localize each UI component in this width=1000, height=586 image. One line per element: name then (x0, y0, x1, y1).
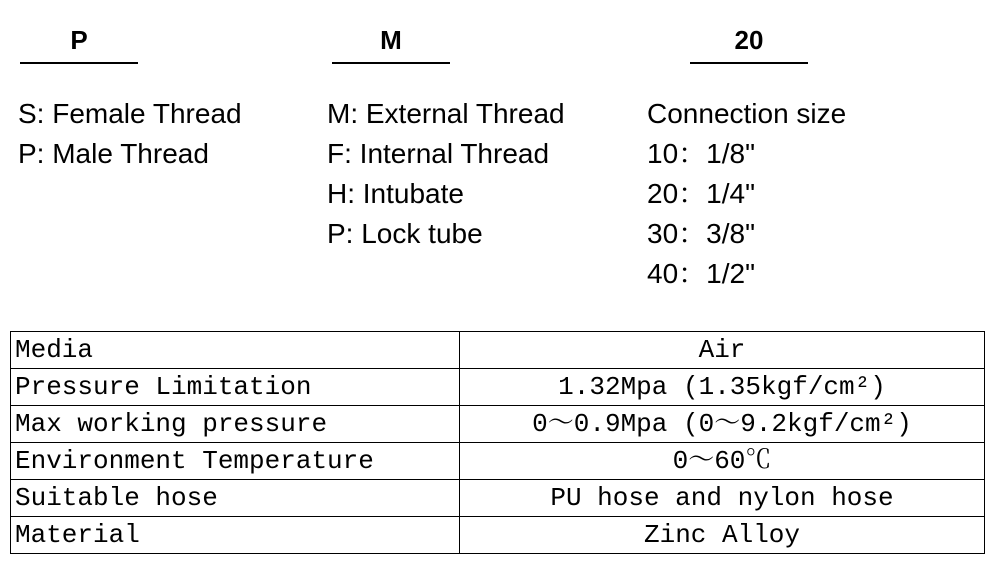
thread-form-option: M: External Thread (327, 98, 565, 129)
connection-size-code-label: 20 (734, 25, 764, 55)
table-row (11, 406, 985, 443)
spec-label: Material (11, 517, 460, 554)
thread-form-code-label: M (380, 25, 402, 55)
thread-type-option: S: Female Thread (18, 98, 242, 129)
thread-type-code (20, 22, 138, 64)
spec-value: 0～60℃ (460, 443, 985, 480)
thread-form-options (327, 94, 565, 254)
thread-form-option: P: Lock tube (327, 218, 483, 249)
spec-label: Environment Temperature (11, 443, 460, 480)
thread-type-option: P: Male Thread (18, 138, 209, 169)
spec-value: PU hose and nylon hose (460, 480, 985, 517)
spec-label: Max working pressure (11, 406, 460, 443)
spec-table (10, 331, 985, 554)
spec-label: Suitable hose (11, 480, 460, 517)
spec-label: Media (11, 332, 460, 369)
thread-type-code-label: P (70, 25, 88, 55)
spec-value: Air (460, 332, 985, 369)
connection-size-options (647, 94, 846, 294)
thread-type-options (18, 94, 242, 174)
table-row (11, 480, 985, 517)
table-row (11, 517, 985, 554)
spec-value: 0～0.9Mpa (0～9.2kgf/cm²) (460, 406, 985, 443)
spec-label: Pressure Limitation (11, 369, 460, 406)
connection-size-heading: Connection size (647, 98, 847, 129)
spec-value: 1.32Mpa (1.35kgf/cm²) (460, 369, 985, 406)
thread-form-option: F: Internal Thread (327, 138, 550, 169)
spec-value: Zinc Alloy (460, 517, 985, 554)
connection-size-option: 20：1/4" (647, 178, 756, 209)
thread-form-code (332, 22, 450, 64)
connection-size-option: 30：3/8" (647, 218, 756, 249)
table-row (11, 369, 985, 406)
connection-size-code (690, 22, 808, 64)
table-row (11, 332, 985, 369)
connection-size-option: 40：1/2" (647, 258, 756, 289)
connection-size-option: 10：1/8" (647, 138, 756, 169)
thread-form-option: H: Intubate (327, 178, 464, 209)
table-row (11, 443, 985, 480)
